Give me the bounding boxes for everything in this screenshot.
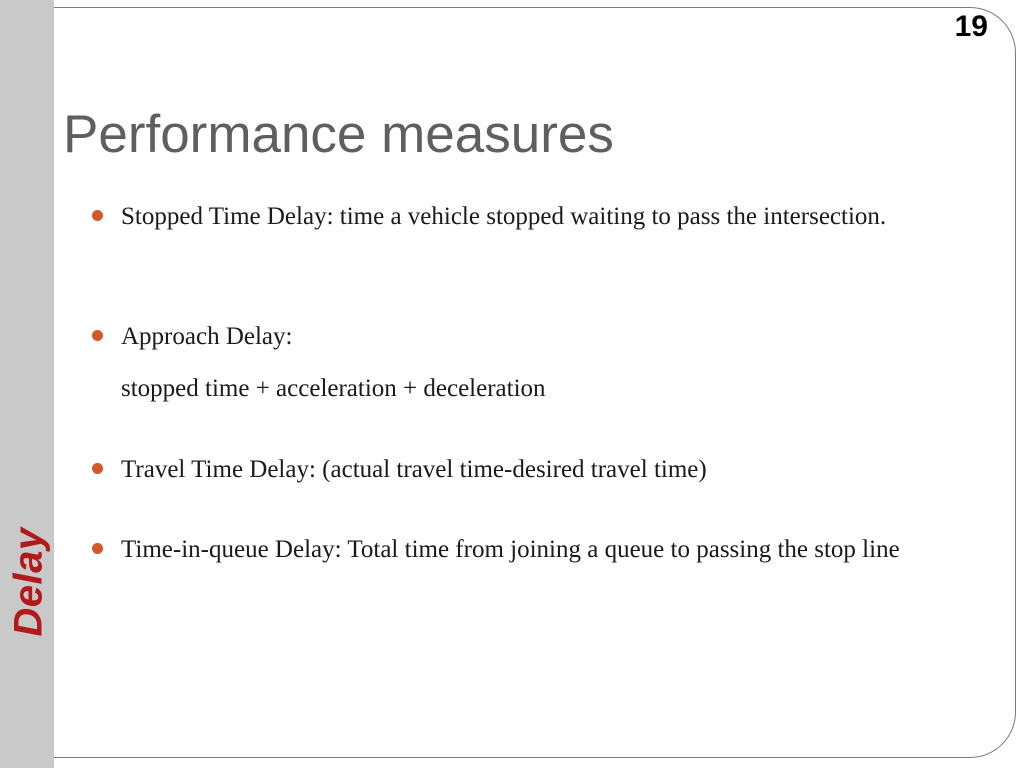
slide-title: Performance measures xyxy=(63,105,614,164)
side-bar xyxy=(0,0,54,768)
bullet-text: Travel Time Delay: (actual travel time-desired travel time) xyxy=(121,456,707,483)
bullet-dot-icon xyxy=(92,543,103,554)
bullet-text: Time-in-queue Delay: Total time from joining a queue to passing the stop line xyxy=(121,536,900,563)
bullet-item xyxy=(92,449,922,490)
bullet-text: Approach Delay: xyxy=(121,323,293,350)
bullet-text: Stopped Time Delay: time a vehicle stopped waiting to pass the intersection. xyxy=(121,203,887,230)
bullet-dot-icon xyxy=(92,330,103,341)
bullet-subtext: stopped time + acceleration + deceleration xyxy=(121,375,546,402)
bullet-item xyxy=(92,196,922,237)
bullet-dot-icon xyxy=(92,210,103,221)
page-number: 19 xyxy=(954,10,988,43)
bullet-item xyxy=(92,316,922,402)
bullet-item xyxy=(92,529,922,570)
section-label: Delay xyxy=(6,527,51,637)
bullet-dot-icon xyxy=(92,463,103,474)
